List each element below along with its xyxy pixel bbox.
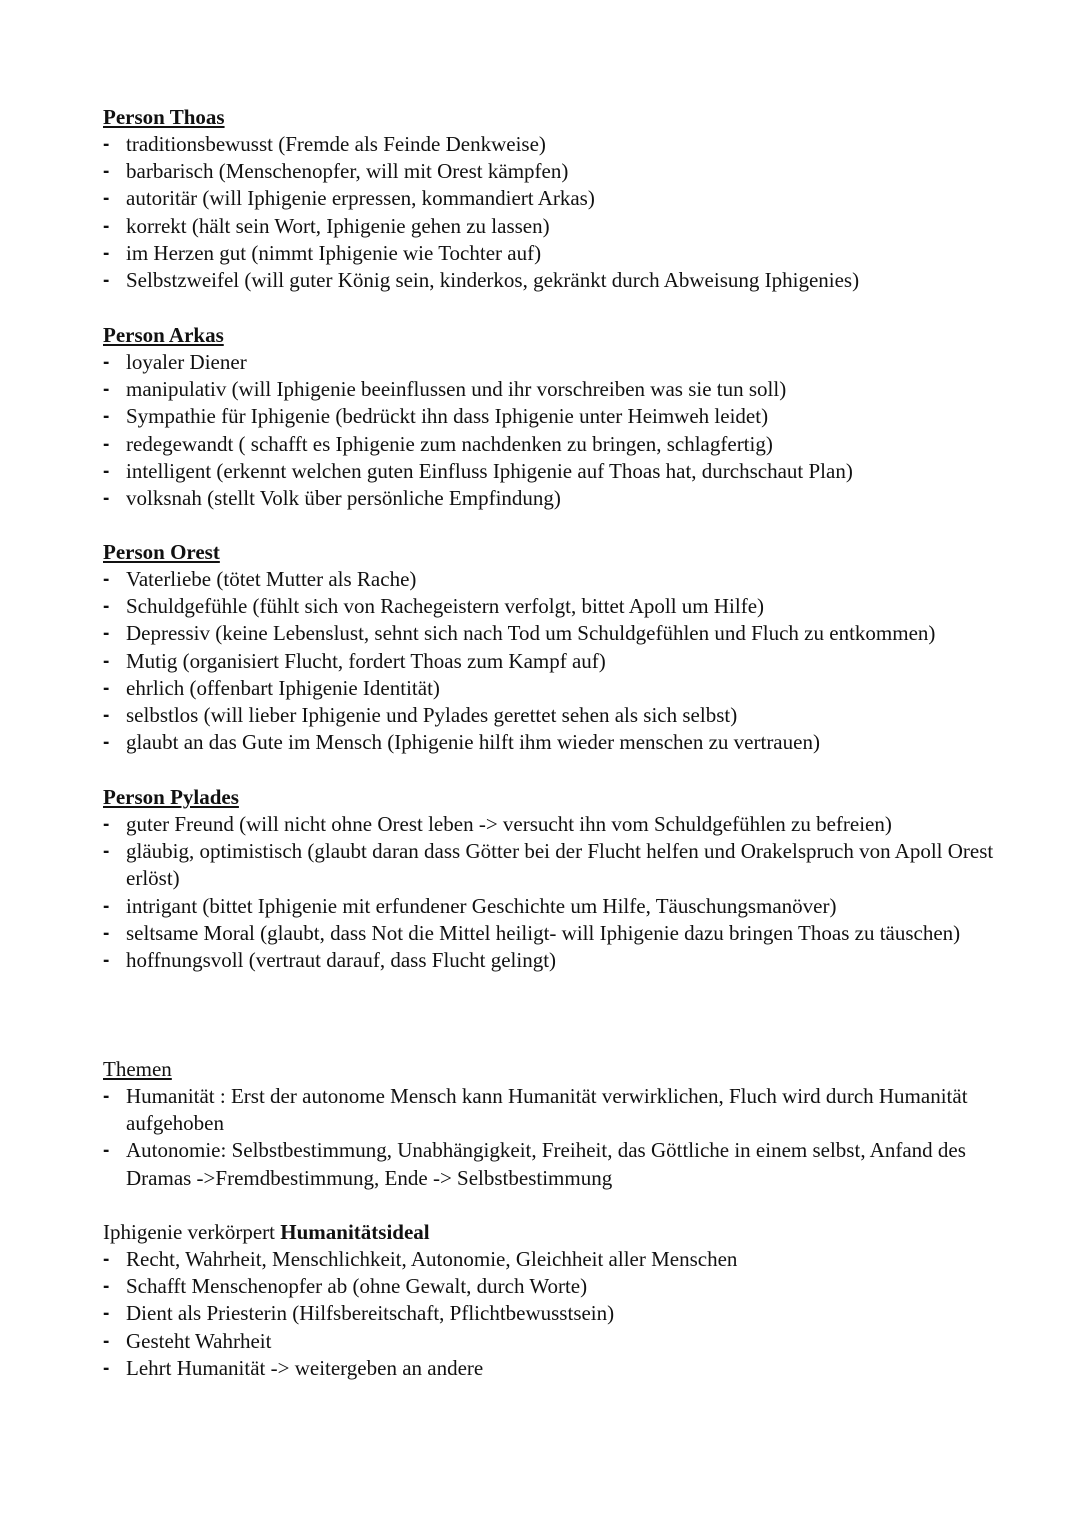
section-arkas xyxy=(103,322,1003,512)
theme-list xyxy=(103,1083,1003,1192)
heading-strong: Humanitätsideal xyxy=(280,1220,430,1244)
list-item: - intrigant (bittet Iphigenie mit erfundener Geschichte um Hilfe, Täuschungsmanöver) xyxy=(103,893,837,918)
section-thoas xyxy=(103,104,1003,294)
trait-list xyxy=(103,566,1003,756)
section-orest xyxy=(103,539,1003,756)
list-item: - selbstlos (will lieber Iphigenie und Pylades gerettet sehen als sich selbst) xyxy=(103,703,738,728)
list-item: - im Herzen gut (nimmt Iphigenie wie Tochter auf) xyxy=(103,240,542,265)
section-heading: Person Pylades xyxy=(103,785,239,809)
list-item: - Schuldgefühle (fühlt sich von Rachegeistern verfolgt, bittet Apoll um Hilfe) xyxy=(103,594,765,619)
section-themen xyxy=(103,1056,1003,1192)
list-item: - hoffnungsvoll (vertraut darauf, dass Flucht gelingt) xyxy=(103,948,557,973)
list-item: - glaubt an das Gute im Mensch (Iphigenie hilft ihm wieder menschen zu vertrauen) xyxy=(103,730,820,755)
list-item: - guter Freund (will nicht ohne Orest leben -> versucht ihn vom Schuldgefühlen zu befreien) xyxy=(103,812,892,836)
trait-list xyxy=(103,811,1003,974)
heading-prefix: Iphigenie verkörpert xyxy=(103,1220,281,1244)
list-item: - manipulativ (will Iphigenie beeinflussen und ihr vorschreiben was sie tun soll) xyxy=(103,377,787,402)
list-item: - ehrlich (offenbart Iphigenie Identität) xyxy=(103,675,440,700)
list-item: - Lehrt Humanität -> weitergeben an andere xyxy=(103,1355,484,1380)
list-item: - Gesteht Wahrheit xyxy=(103,1328,272,1353)
ideal-list xyxy=(103,1246,1003,1382)
section-heading: Person Thoas xyxy=(103,105,225,129)
list-item: - seltsame Moral (glaubt, dass Not die Mittel heiligt- will Iphigenie dazu bringen Thoas zu täuschen) xyxy=(103,920,961,945)
list-item: - Mutig (organisiert Flucht, fordert Thoas zum Kampf auf) xyxy=(103,648,606,673)
section-heading: Person Arkas xyxy=(103,323,224,347)
section-humanitaetsideal xyxy=(103,1219,1003,1382)
trait-list xyxy=(103,349,1003,512)
list-item: - Selbstzweifel (will guter König sein, kinderkos, gekränkt durch Abweisung Iphigenies) xyxy=(103,268,860,293)
list-item: - Schafft Menschenopfer ab (ohne Gewalt, durch Worte) xyxy=(103,1274,588,1299)
list-item: - barbarisch (Menschenopfer, will mit Orest kämpfen) xyxy=(103,159,569,184)
section-heading: Person Orest xyxy=(103,540,220,564)
section-pylades xyxy=(103,784,1003,974)
list-item: - redegewandt ( schafft es Iphigenie zum nachdenken zu bringen, schlagfertig) xyxy=(103,431,773,456)
list-item: - Humanität : Erst der autonome Mensch kann Humanität verwirklichen, Fluch wird durch Humanität aufgehoben xyxy=(103,1084,968,1136)
list-item: - Vaterliebe (tötet Mutter als Rache) xyxy=(103,567,417,591)
list-item: - Dient als Priesterin (Hilfsbereitschaft, Pflichtbewusstsein) xyxy=(103,1301,615,1326)
list-item: - autoritär (will Iphigenie erpressen, kommandiert Arkas) xyxy=(103,186,595,211)
list-item: - Depressiv (keine Lebenslust, sehnt sich nach Tod um Schuldgefühlen und Fluch zu entkommen) xyxy=(103,621,936,646)
list-item: - Sympathie für Iphigenie (bedrückt ihn dass Iphigenie unter Heimweh leidet) xyxy=(103,404,769,429)
section-heading xyxy=(103,1219,1003,1246)
list-item: - traditionsbewusst (Fremde als Feinde Denkweise) xyxy=(103,132,546,156)
list-item: - volksnah (stellt Volk über persönliche Empfindung) xyxy=(103,486,561,511)
list-item: - Autonomie: Selbstbestimmung, Unabhängigkeit, Freiheit, das Göttliche in einem selbst, Anfand des Dramas ->Fremdbestimmung, Ende -> Selbstbestimmung xyxy=(103,1138,966,1190)
list-item: - Recht, Wahrheit, Menschlichkeit, Autonomie, Gleichheit aller Menschen xyxy=(103,1247,738,1271)
trait-list xyxy=(103,131,1003,294)
list-item: - intelligent (erkennt welchen guten Einfluss Iphigenie auf Thoas hat, durchschaut Plan) xyxy=(103,458,853,483)
list-item: - gläubig, optimistisch (glaubt daran dass Götter bei der Flucht helfen und Orakelspruch von Apoll Orest erlöst) xyxy=(103,839,994,891)
section-heading: Themen xyxy=(103,1057,172,1081)
list-item: - loyaler Diener xyxy=(103,350,247,374)
list-item: - korrekt (hält sein Wort, Iphigenie gehen zu lassen) xyxy=(103,213,550,238)
